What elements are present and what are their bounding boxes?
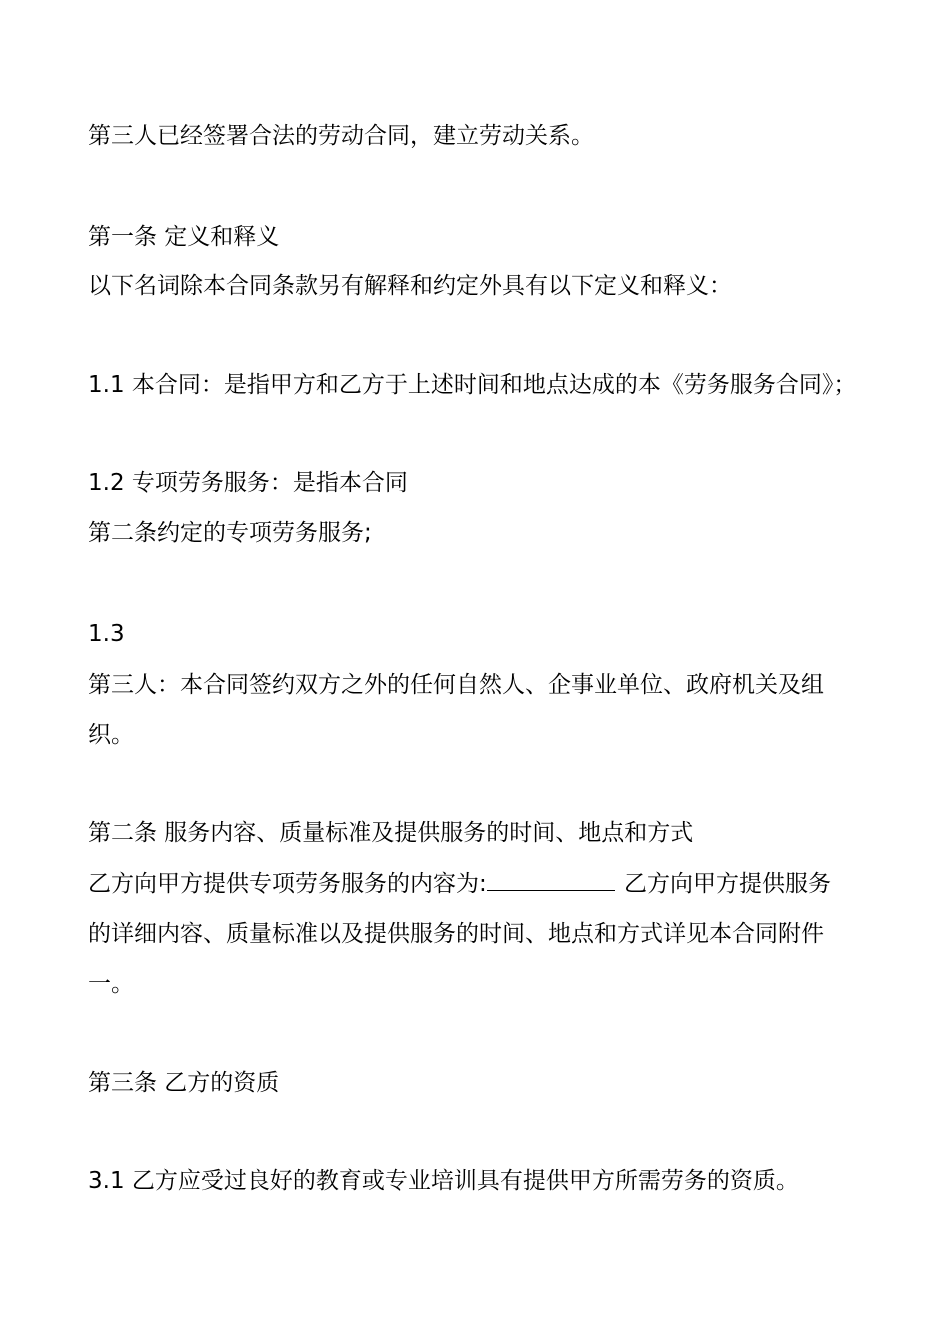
article-3-heading: 第三条 乙方的资质 [88, 1070, 280, 1096]
article-2-paragraph-line3: 一。 [88, 971, 134, 997]
paragraph-labor-relation: 第三人已经签署合法的劳动合同，建立劳动关系。 [88, 123, 594, 149]
article-1-heading: 第一条 定义和释义 [88, 224, 280, 250]
service-content-blank [487, 868, 615, 891]
definition-1-2-line2: 第二条约定的专项劳务服务; [88, 520, 372, 546]
article-2-paragraph-line2: 的详细内容、质量标准以及提供服务的时间、地点和方式详见本合同附件 [88, 921, 824, 947]
definition-1-3-line2: 织。 [88, 722, 134, 748]
definition-1-2-line1: 1.2 专项劳务服务：是指本合同 [88, 470, 408, 496]
service-content-continuation: 乙方向甲方提供服务 [616, 871, 832, 897]
article-2-heading: 第二条 服务内容、质量标准及提供服务的时间、地点和方式 [88, 820, 694, 846]
definition-1-1: 1.1 本合同：是指甲方和乙方于上述时间和地点达成的本《劳务服务合同》； [88, 372, 857, 398]
definitions-intro: 以下名词除本合同条款另有解释和约定外具有以下定义和释义： [88, 273, 732, 299]
definition-1-3-number: 1.3 [88, 621, 125, 647]
clause-3-1: 3.1 乙方应受过良好的教育或专业培训具有提供甲方所需劳务的资质。 [88, 1168, 799, 1194]
article-2-paragraph-line1 [88, 868, 831, 899]
definition-1-3-line1: 第三人：本合同签约双方之外的任何自然人、企事业单位、政府机关及组 [88, 672, 824, 698]
service-content-label: 乙方向甲方提供专项劳务服务的内容为: [88, 871, 487, 897]
